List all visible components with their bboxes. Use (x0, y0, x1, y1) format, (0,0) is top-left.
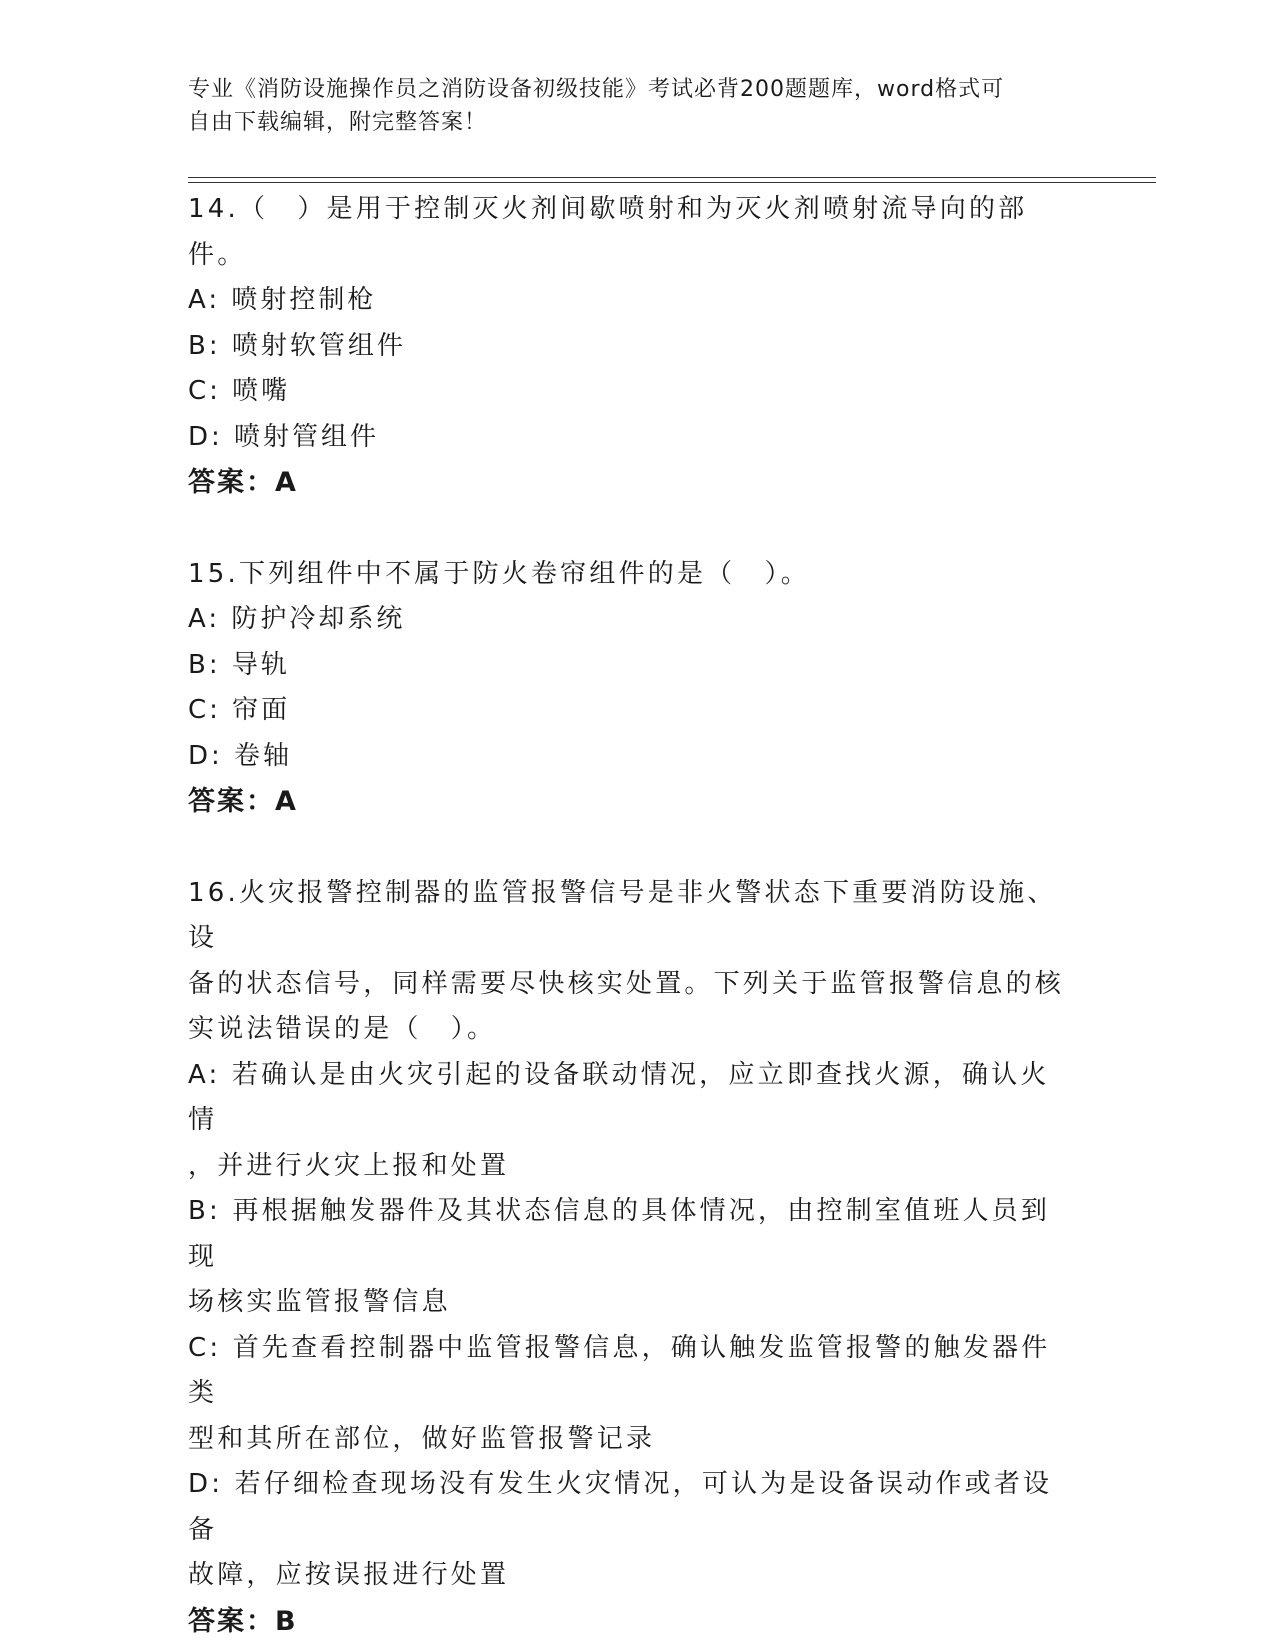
option-b: B: 喷射软管组件 (188, 330, 406, 361)
option-b-line-2: 场核实监管报警信息 (188, 1287, 451, 1317)
answer-label: 答案：A (188, 467, 298, 498)
question-stem-line-2: 备的状态信号，同样需要尽快核实处置。下列关于监管报警信息的核 (188, 968, 1065, 999)
option-c-line-2: 型和其所在部位，做好监管报警记录 (188, 1423, 656, 1454)
option-b-line-1: B: 再根据触发器件及其状态信息的具体情况，由控制室值班人员到现 (188, 1196, 1051, 1272)
question-spacer (188, 506, 1088, 552)
question-spacer (188, 825, 1088, 871)
option-a-line-1: A: 若确认是由火灾引起的设备联动情况，应立即查找火源，确认火情 (188, 1059, 1050, 1135)
option-d (188, 1462, 1088, 1599)
question-14 (188, 187, 1088, 506)
question-list (188, 187, 1088, 1644)
question-stem-line-3: 实说法错误的是（ ）。 (188, 1014, 497, 1044)
question-15 (188, 552, 1088, 825)
option-b: B: 导轨 (188, 649, 290, 680)
option-c-line-1: C: 首先查看控制器中监管报警信息，确认触发监管报警的触发器件类 (188, 1332, 1051, 1408)
option-c: C: 喷嘴 (188, 376, 291, 406)
option-d: D: 卷轴 (188, 740, 293, 771)
option-a: A: 喷射控制枪 (188, 285, 377, 315)
answer-label: 答案：B (188, 1605, 298, 1637)
question-stem: 15.下列组件中不属于防火卷帘组件的是（ ）。 (188, 558, 810, 589)
option-d: D: 喷射管组件 (188, 421, 380, 452)
option-c: C: 帘面 (188, 695, 291, 725)
option-d-line-2: 故障，应按误报进行处置 (188, 1560, 510, 1590)
answer-label: 答案：A (188, 786, 298, 817)
option-b (188, 1189, 1088, 1326)
option-a (188, 1053, 1088, 1190)
option-d-line-1: D: 若仔细检查现场没有发生火灾情况，可认为是设备误动作或者设备 (188, 1469, 1053, 1545)
question-16 (188, 871, 1088, 1645)
option-a-line-2: ，并进行火灾上报和处置 (188, 1150, 510, 1181)
question-stem: 14.（ ）是用于控制灭火剂间歇喷射和为灭火剂喷射流导向的部件。 (188, 194, 1028, 270)
option-a: A: 防护冷却系统 (188, 604, 406, 634)
header-title-line-1: 专业《消防设施操作员之消防设备初级技能》考试必背200题题库，word格式可 (188, 77, 1005, 102)
option-c (188, 1326, 1088, 1463)
question-stem-line-1: 16.火灾报警控制器的监管报警信号是非火警状态下重要消防设施、设 (188, 877, 1057, 953)
header-divider-bottom (188, 182, 1156, 183)
header-divider-top (188, 177, 1156, 178)
document-header (188, 73, 1068, 139)
header-title-line-2: 自由下载编辑，附完整答案！ (188, 110, 488, 135)
